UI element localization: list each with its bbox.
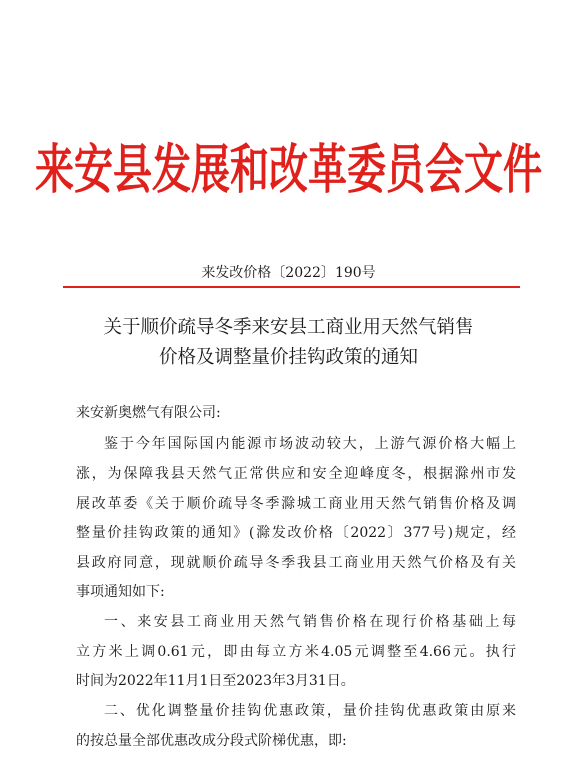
body-line: 一、来安县工商业用天然气销售价格在现行价格基础上每	[104, 614, 516, 630]
document-number: 来发改价格〔2022〕190号	[201, 265, 376, 281]
red-header-title: 来安县发展和改革委员会文件	[34, 140, 542, 201]
body-line: 县政府同意，现就顺价疏导冬季我县工商业用天然气价格及有关	[76, 555, 516, 571]
body-line: 展改革委《关于顺价疏导冬季滁城工商业用天然气销售价格及调	[76, 496, 516, 512]
body-line: 涨，为保障我县天然气正常供应和安全迎峰度冬，根据滁州市发	[76, 466, 516, 482]
body-line: 事项通知如下:	[76, 584, 165, 600]
notice-title-line-2: 价格及调整量价挂钩政策的通知	[158, 347, 418, 368]
body-line: 整量价挂钩政策的通知》(滁发改价格〔2022〕377号)规定，经	[76, 525, 516, 541]
notice-title-line-1: 关于顺价疏导冬季来安县工商业用天然气销售	[103, 317, 474, 338]
body-line: 时间为2022年11月1日至2023年3月31日。	[76, 673, 355, 689]
red-divider-rule	[63, 286, 520, 288]
body-line: 鉴于今年国际国内能源市场波动较大，上游气源价格大幅上	[104, 436, 516, 452]
body-line: 的按总量全部优惠改成分段式阶梯优惠，即:	[76, 733, 347, 749]
body-line: 二、优化调整量价挂钩优惠政策，量价挂钩优惠政策由原来	[104, 703, 516, 719]
body-line: 立方米上调0.61元，即由每立方米4.05元调整至4.66元。执行	[76, 644, 516, 660]
addressee: 来安新奥燃气有限公司:	[76, 405, 221, 421]
